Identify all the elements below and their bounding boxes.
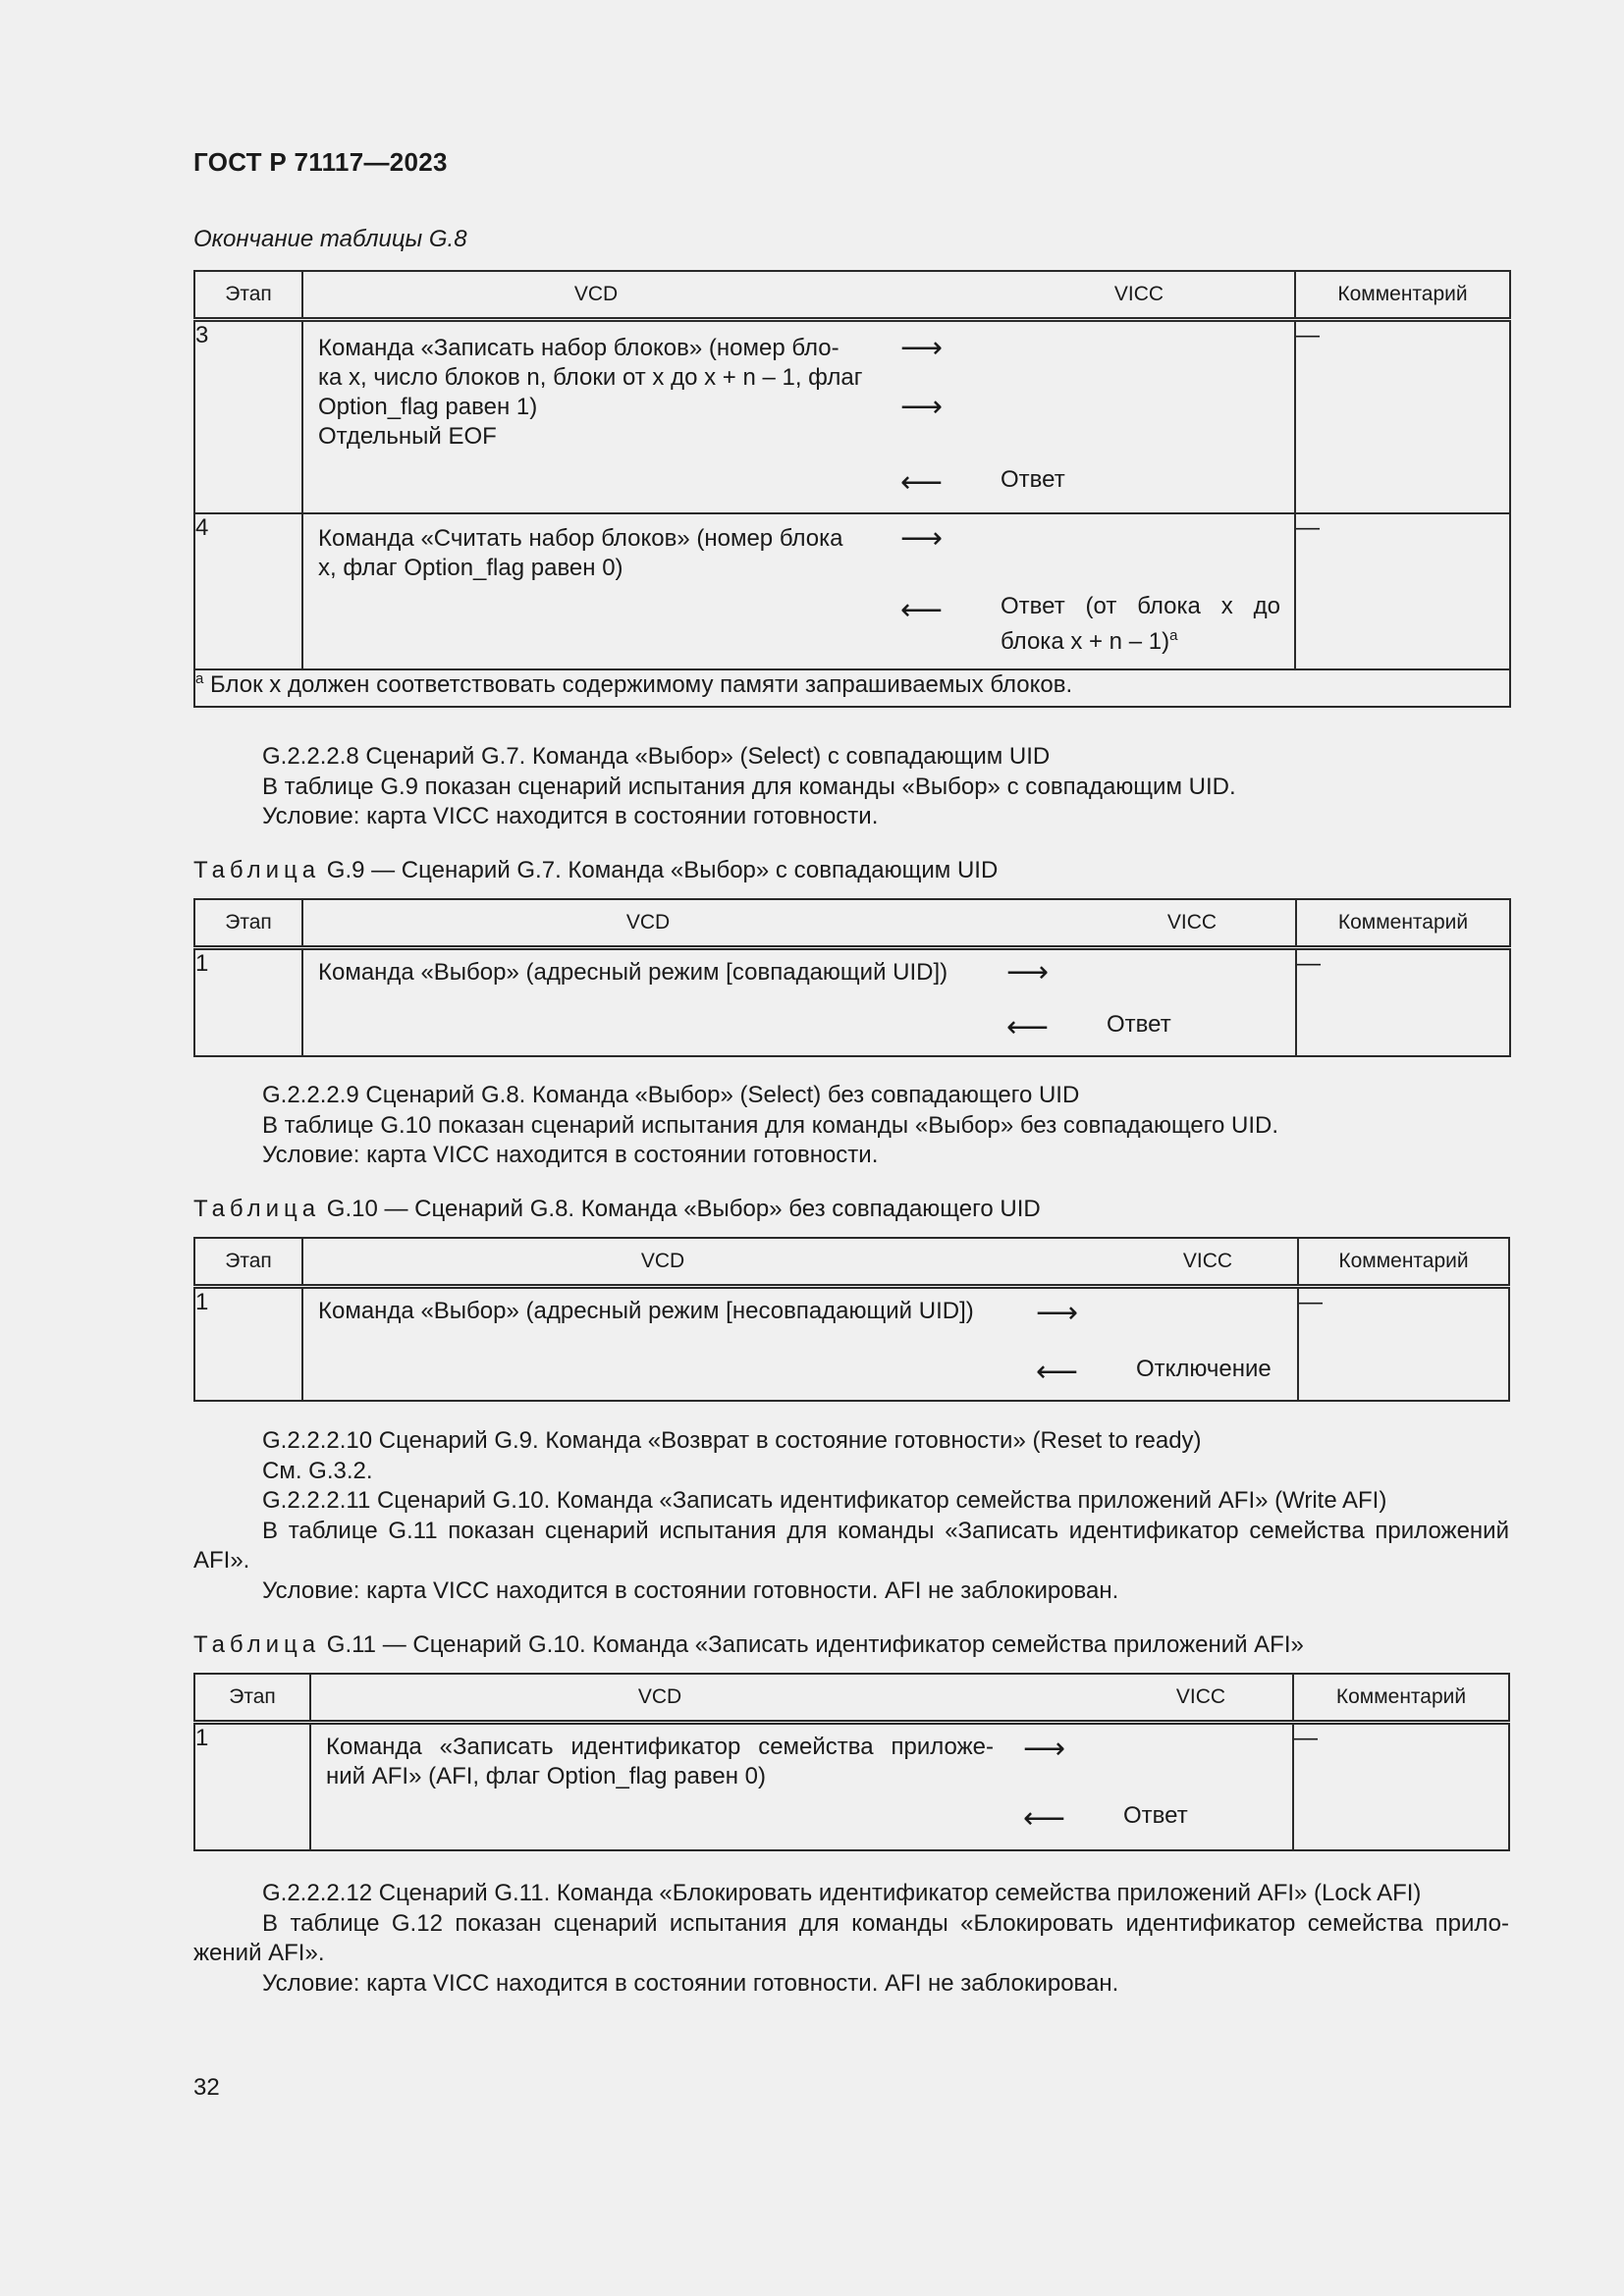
table-g8 [193, 270, 1511, 708]
section-g11-text: G.2.2.2.12 Сценарий G.11. Команда «Блокировать идентификатор семейства приложений AFI» (Lock AFI) В таблице G.12 показан сценарий испытания для команды «Блокировать идентификатор семейства прило-жений AFI». Условие: карта VICC находится в состоянии готовности. AFI не заблокирован. [193, 1880, 1509, 1997]
col-header-vicc: VICC [1182, 1250, 1233, 1272]
stage-cell: 1 [194, 1723, 310, 1850]
col-header-vicc: VICC [1166, 911, 1218, 934]
col-header-vcd-vicc [302, 271, 1295, 320]
arrow-right-icon: ⟶ [900, 391, 944, 423]
col-header-vcd-vicc [310, 1674, 1293, 1723]
response-text: Ответ [1001, 466, 1065, 493]
table-row [194, 948, 1510, 1056]
col-header-stage: Этап [194, 271, 302, 320]
table-g11 [193, 1673, 1510, 1851]
command-text: Команда «Выбор» (адресный режим [совпадающий UID]) [318, 959, 948, 986]
col-header-stage: Этап [194, 899, 302, 948]
arrow-right-icon: ⟶ [900, 332, 944, 364]
col-header-vcd: VCD [573, 283, 619, 305]
section-g9-g10-text: G.2.2.2.10 Сценарий G.9. Команда «Возврат в состояние готовности» (Reset to ready) См. G.3.2. G.2.2.2.11 Сценарий G.10. Команда «Записать идентификатор семейства приложений AFI» (Write AFI) В таблице G.11 показан сценарий испытания для команды «Записать идентификатор семейства приложений AFI». Условие: карта VICC находится в состоянии готовности. AFI не заблокирован. [193, 1427, 1509, 1604]
comment-cell: — [1298, 1287, 1509, 1401]
table-g9-caption: Таблица G.9 — Сценарий G.7. Команда «Выбор» с совпадающим UID [193, 857, 999, 883]
table-row [194, 1287, 1509, 1401]
col-header-vcd-vicc [302, 1238, 1298, 1287]
arrow-left-icon: ⟵ [1006, 1011, 1050, 1043]
command-text: Команда «Записать идентификатор семейства приложе- ний AFI» (AFI, флаг Option_flag равен 0) [326, 1734, 994, 1789]
table-g10-caption: Таблица G.10 — Сценарий G.8. Команда «Выбор» без совпадающего UID [193, 1196, 1041, 1222]
vcd-vicc-cell [302, 513, 1295, 669]
col-header-vcd: VCD [637, 1685, 682, 1708]
stage-cell: 3 [194, 320, 302, 513]
vcd-vicc-cell [302, 948, 1296, 1056]
col-header-comment: Комментарий [1296, 899, 1510, 948]
table-row [194, 1723, 1509, 1850]
command-text: Команда «Выбор» (адресный режим [несовпадающий UID]) [318, 1298, 974, 1324]
stage-cell: 1 [194, 948, 302, 1056]
col-header-comment: Комментарий [1293, 1674, 1509, 1723]
response-text: Ответ [1107, 1011, 1171, 1038]
comment-cell: — [1296, 948, 1510, 1056]
comment-cell: — [1295, 320, 1510, 513]
vcd-vicc-cell [310, 1723, 1293, 1850]
col-header-stage: Этап [194, 1674, 310, 1723]
col-header-vcd: VCD [640, 1250, 685, 1272]
table-row [194, 513, 1510, 669]
page-number: 32 [193, 2074, 220, 2101]
col-header-vicc: VICC [1175, 1685, 1226, 1708]
comment-cell: — [1293, 1723, 1509, 1850]
col-header-vcd: VCD [625, 911, 671, 934]
document-header: ГОСТ Р 71117—2023 [193, 147, 448, 177]
command-text: Команда «Считать набор блоков» (номер блока x, флаг Option_flag равен 0) [318, 524, 843, 581]
response-text: Отключение [1136, 1356, 1272, 1382]
table-continuation-label: Окончание таблицы G.8 [193, 226, 467, 252]
arrow-right-icon: ⟶ [1006, 956, 1050, 988]
table-row [194, 320, 1510, 513]
comment-cell: — [1295, 513, 1510, 669]
table-g10 [193, 1237, 1510, 1402]
arrow-left-icon: ⟵ [1023, 1802, 1066, 1835]
response-text: Ответ (от блока x до блока x + n – 1)$^a$ [1001, 592, 1280, 655]
col-header-stage: Этап [194, 1238, 302, 1287]
command-text: Команда «Записать набор блоков» (номер бло- ка x, число блоков n, блоки от x до x + n – 1, флаг Option_flag равен 1) Отдельный EOF [318, 335, 863, 450]
arrow-left-icon: ⟵ [900, 466, 944, 499]
vcd-vicc-cell [302, 1287, 1298, 1401]
table-g11-caption: Таблица G.11 — Сценарий G.10. Команда «Записать идентификатор семейства приложений AFI» [193, 1631, 1304, 1658]
arrow-right-icon: ⟶ [1036, 1297, 1079, 1329]
table-g9 [193, 898, 1511, 1057]
col-header-comment: Комментарий [1298, 1238, 1509, 1287]
arrow-left-icon: ⟵ [1036, 1356, 1079, 1388]
arrow-right-icon: ⟶ [1023, 1733, 1066, 1765]
section-g7-text: G.2.2.2.8 Сценарий G.7. Команда «Выбор» (Select) с совпадающим UID В таблице G.9 показан сценарий испытания для команды «Выбор» с совпадающим UID. Условие: карта VICC находится в состоянии готовности. [262, 743, 1236, 829]
vcd-vicc-cell [302, 320, 1295, 513]
stage-cell: 1 [194, 1287, 302, 1401]
section-g8-text: G.2.2.2.9 Сценарий G.8. Команда «Выбор» (Select) без совпадающего UID В таблице G.10 показан сценарий испытания для команды «Выбор» без совпадающего UID. Условие: карта VICC находится в состоянии готовности. [262, 1082, 1279, 1168]
response-text: Ответ [1123, 1802, 1188, 1829]
col-header-vicc: VICC [1113, 283, 1164, 305]
arrow-right-icon: ⟶ [900, 521, 944, 555]
stage-cell: 4 [194, 513, 302, 669]
arrow-left-icon: ⟵ [900, 593, 944, 626]
col-header-vcd-vicc [302, 899, 1296, 948]
table-footnote: $^a$ Блок x должен соответствовать содержимому памяти запрашиваемых блоков. [194, 669, 1510, 707]
col-header-comment: Комментарий [1295, 271, 1510, 320]
